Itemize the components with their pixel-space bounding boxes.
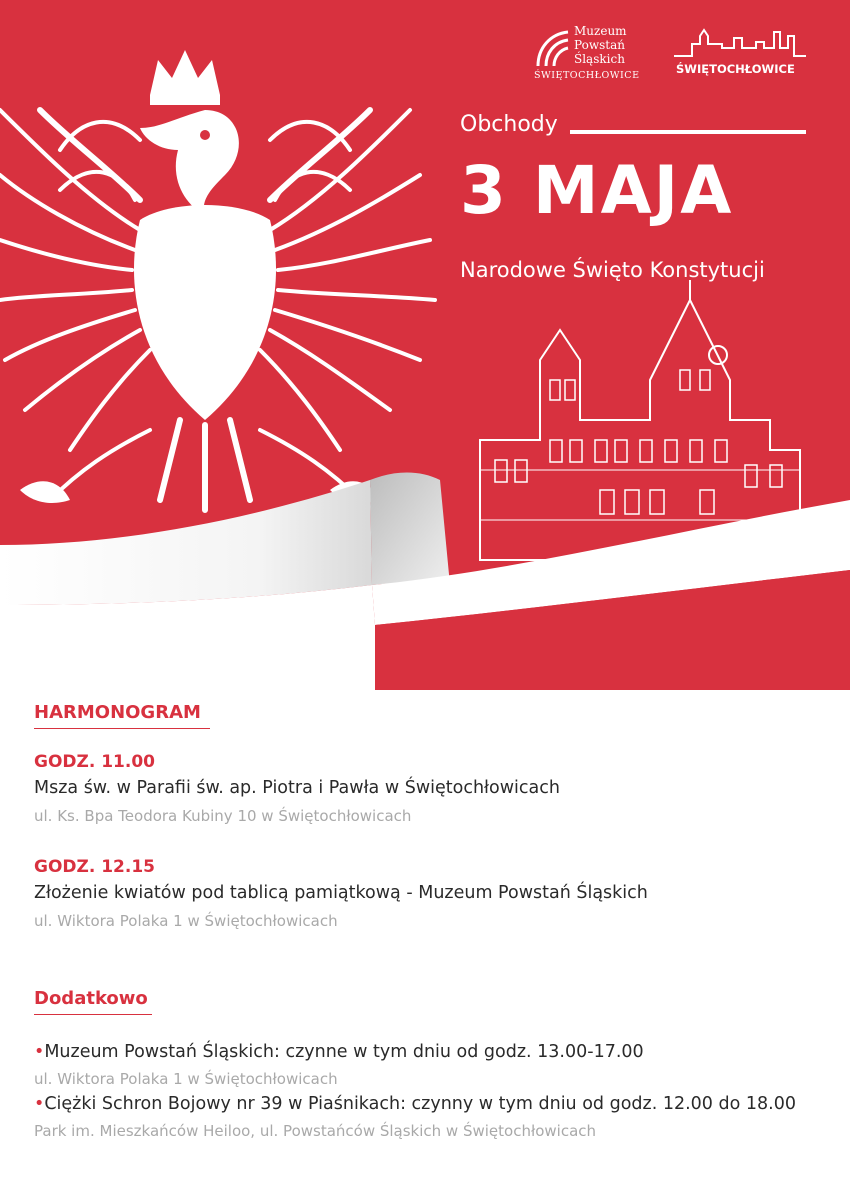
page-title: 3 MAJA xyxy=(460,152,734,229)
museum-logo-line: Śląskich xyxy=(574,52,625,66)
extra-heading: Dodatkowo xyxy=(34,988,148,1009)
schedule-time: GODZ. 12.15 xyxy=(34,857,155,877)
city-logo-text: ŚWIĘTOCHŁOWICE xyxy=(676,62,795,76)
museum-logo-text xyxy=(574,24,627,66)
extra-text-value: Ciężki Schron Bojowy nr 39 w Piaśnikach: czynny w tym dniu od godz. 12.00 do 18.00 xyxy=(44,1094,796,1114)
bullet: • xyxy=(34,1094,45,1114)
extra-text xyxy=(34,1042,644,1062)
title-underline xyxy=(570,130,806,134)
extra-address: Park im. Mieszkańców Heiloo, ul. Powstańców Śląskich w Świętochłowicach xyxy=(34,1122,597,1140)
city-skyline-icon xyxy=(672,26,808,60)
schedule-heading-rule xyxy=(34,728,210,729)
schedule-event: Złożenie kwiatów pod tablicą pamiątkową - Muzeum Powstań Śląskich xyxy=(34,883,648,903)
museum-logo-line: Muzeum xyxy=(574,24,627,38)
schedule-heading: HARMONOGRAM xyxy=(34,702,201,723)
extra-address: ul. Wiktora Polaka 1 w Świętochłowicach xyxy=(34,1070,338,1088)
schedule-time: GODZ. 11.00 xyxy=(34,752,155,772)
extra-text xyxy=(34,1094,796,1114)
schedule-event: Msza św. w Parafii św. ap. Piotra i Pawła w Świętochłowicach xyxy=(34,778,560,798)
schedule-address: ul. Ks. Bpa Teodora Kubiny 10 w Świętochłowicach xyxy=(34,807,412,825)
museum-logo-subtitle: ŚWIĘTOCHŁOWICE xyxy=(534,70,640,81)
title-pre: Obchody xyxy=(460,112,558,137)
extra-text-value: Muzeum Powstań Śląskich: czynne w tym dniu od godz. 13.00-17.00 xyxy=(44,1042,644,1062)
page-subtitle: Narodowe Święto Konstytucji xyxy=(460,258,765,282)
museum-logo-line: Powstań xyxy=(574,38,625,52)
museum-arc-icon xyxy=(532,26,572,70)
bullet: • xyxy=(34,1042,45,1062)
schedule-address: ul. Wiktora Polaka 1 w Świętochłowicach xyxy=(34,912,338,930)
city-logo xyxy=(672,26,812,82)
museum-logo xyxy=(532,22,642,84)
extra-heading-rule xyxy=(34,1014,152,1015)
